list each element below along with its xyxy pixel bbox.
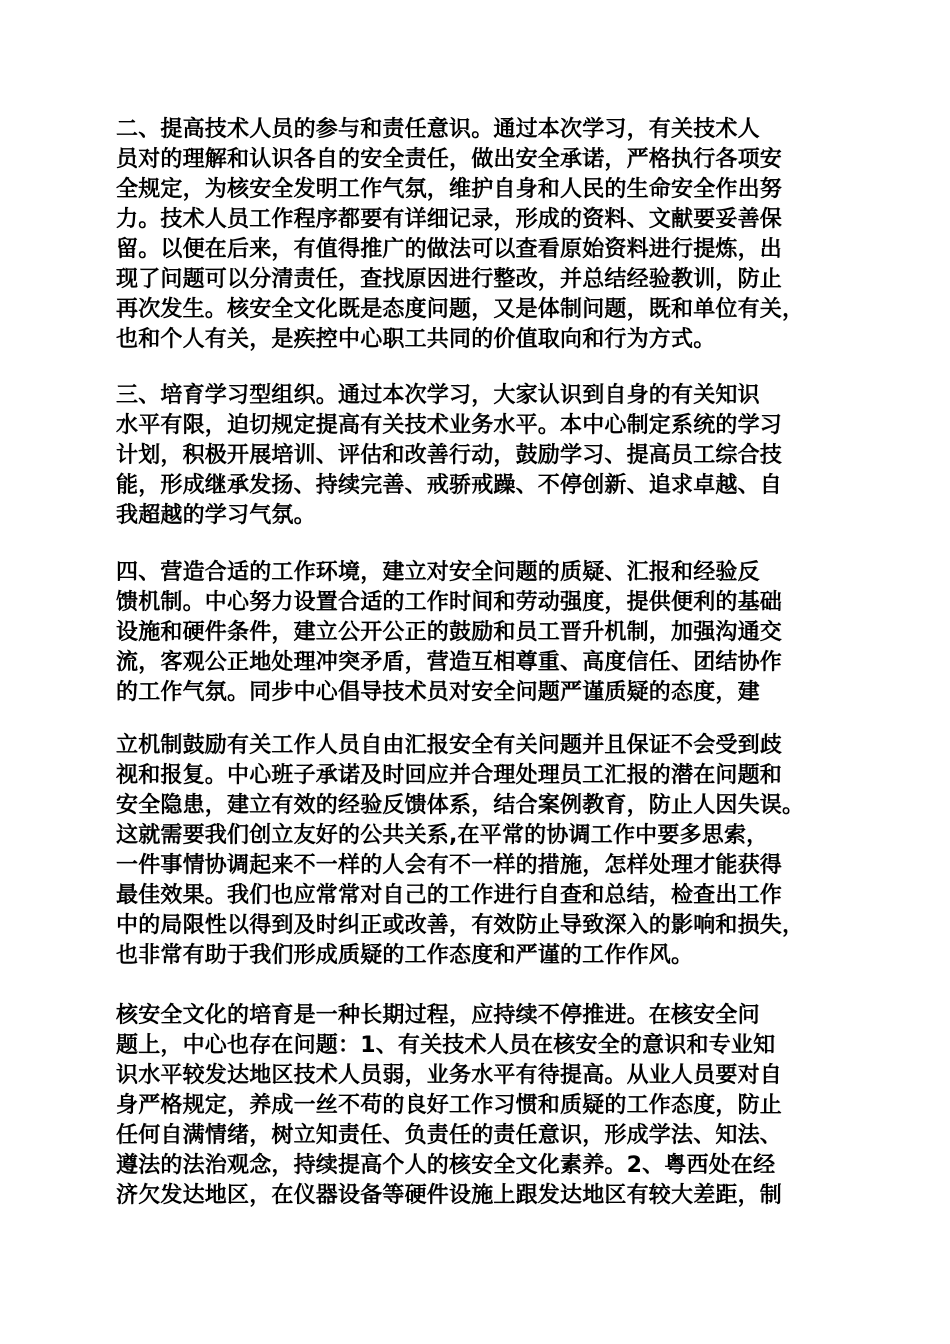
text-line: 力。技术人员工作程序都要有详细记录，形成的资料、文献要妥善保: [116, 207, 783, 232]
text-line: 四、营造合适的工作环境，建立对安全问题的质疑、汇报和经验反: [116, 560, 760, 585]
text-line: 核安全文化的培育是一种长期过程，应持续不停推进。在核安全问: [116, 1003, 760, 1028]
text-line: 识水平较发达地区技术人员弱，业务水平有待提高。从业人员要对自: [116, 1063, 783, 1088]
text-line: 我超越的学习气氛。: [116, 503, 316, 528]
text-line: 三、培育学习型组织。通过本次学习，大家认识到自身的有关知识: [116, 383, 760, 408]
text-line: 全规定，为核安全发明工作气氛，维护自身和人民的生命安全作出努: [116, 177, 783, 202]
text-line: 安全隐患，建立有效的经验反馈体系，结合案例教育，防止人因失误。: [116, 793, 805, 818]
text-line: 立机制鼓励有关工作人员自由汇报安全有关问题并且保证不会受到歧: [116, 733, 783, 758]
text-line: 也和个人有关，是疾控中心职工共同的价值取向和行为方式。: [116, 327, 716, 352]
text-line: 最佳效果。我们也应常常对自己的工作进行自查和总结，检查出工作: [116, 883, 783, 908]
text-line: 这就需要我们创立友好的公共关系,在平常的协调工作中要多思索，: [116, 823, 769, 848]
text-line: 题上，中心也存在问题：1、有关技术人员在核安全的意识和专业知: [116, 1033, 776, 1058]
paragraph-reporting-mechanism: [116, 731, 846, 971]
text-line: 设施和硬件条件，建立公开公正的鼓励和员工晋升机制，加强沟通交: [116, 620, 783, 645]
text-line: 也非常有助于我们形成质疑的工作态度和严谨的工作作风。: [116, 943, 694, 968]
text-line: 遵法的法治观念，持续提高个人的核安全文化素养。2、粤西处在经: [116, 1153, 776, 1178]
text-line: 济欠发达地区，在仪器设备等硬件设施上跟发达地区有较大差距，制: [116, 1183, 783, 1208]
text-line: 二、提高技术人员的参与和责任意识。通过本次学习，有关技术人: [116, 117, 760, 142]
text-line: 任何自满情绪，树立知责任、负责任的责任意识，形成学法、知法、: [116, 1123, 783, 1148]
text-line: 的工作气氛。同步中心倡导技术员对安全问题严谨质疑的态度，建: [116, 680, 760, 705]
text-line: 员对的理解和认识各自的安全责任，做出安全承诺，严格执行各项安: [116, 147, 783, 172]
text-line: 中的局限性以得到及时纠正或改善，有效防止导致深入的影响和损失，: [116, 913, 805, 938]
paragraph-nuclear-safety-culture: [116, 1001, 846, 1211]
text-line: 留。以便在后来，有值得推广的做法可以查看原始资料进行提炼，出: [116, 237, 783, 262]
text-line: 馈机制。中心努力设置合适的工作时间和劳动强度，提供便利的基础: [116, 590, 783, 615]
text-line: 计划，积极开展培训、评估和改善行动，鼓励学习、提高员工综合技: [116, 443, 783, 468]
text-line: 能，形成继承发扬、持续完善、戒骄戒躁、不停创新、追求卓越、自: [116, 473, 783, 498]
text-line: 视和报复。中心班子承诺及时回应并合理处理员工汇报的潜在问题和: [116, 763, 783, 788]
text-line: 现了问题可以分清责任，查找原因进行整改，并总结经验教训，防止: [116, 267, 783, 292]
text-line: 流，客观公正地处理冲突矛盾，营造互相尊重、高度信任、团结协作: [116, 650, 783, 675]
text-line: 水平有限，迫切规定提高有关技术业务水平。本中心制定系统的学习: [116, 413, 783, 438]
paragraph-work-environment: [116, 558, 846, 708]
text-line: 一件事情协调起来不一样的人会有不一样的措施，怎样处理才能获得: [116, 853, 783, 878]
paragraph-technical-staff-responsibility: [116, 115, 846, 355]
paragraph-learning-organization: [116, 381, 846, 531]
text-line: 再次发生。核安全文化既是态度问题，又是体制问题，既和单位有关，: [116, 297, 805, 322]
text-line: 身严格规定，养成一丝不苟的良好工作习惯和质疑的工作态度，防止: [116, 1093, 783, 1118]
